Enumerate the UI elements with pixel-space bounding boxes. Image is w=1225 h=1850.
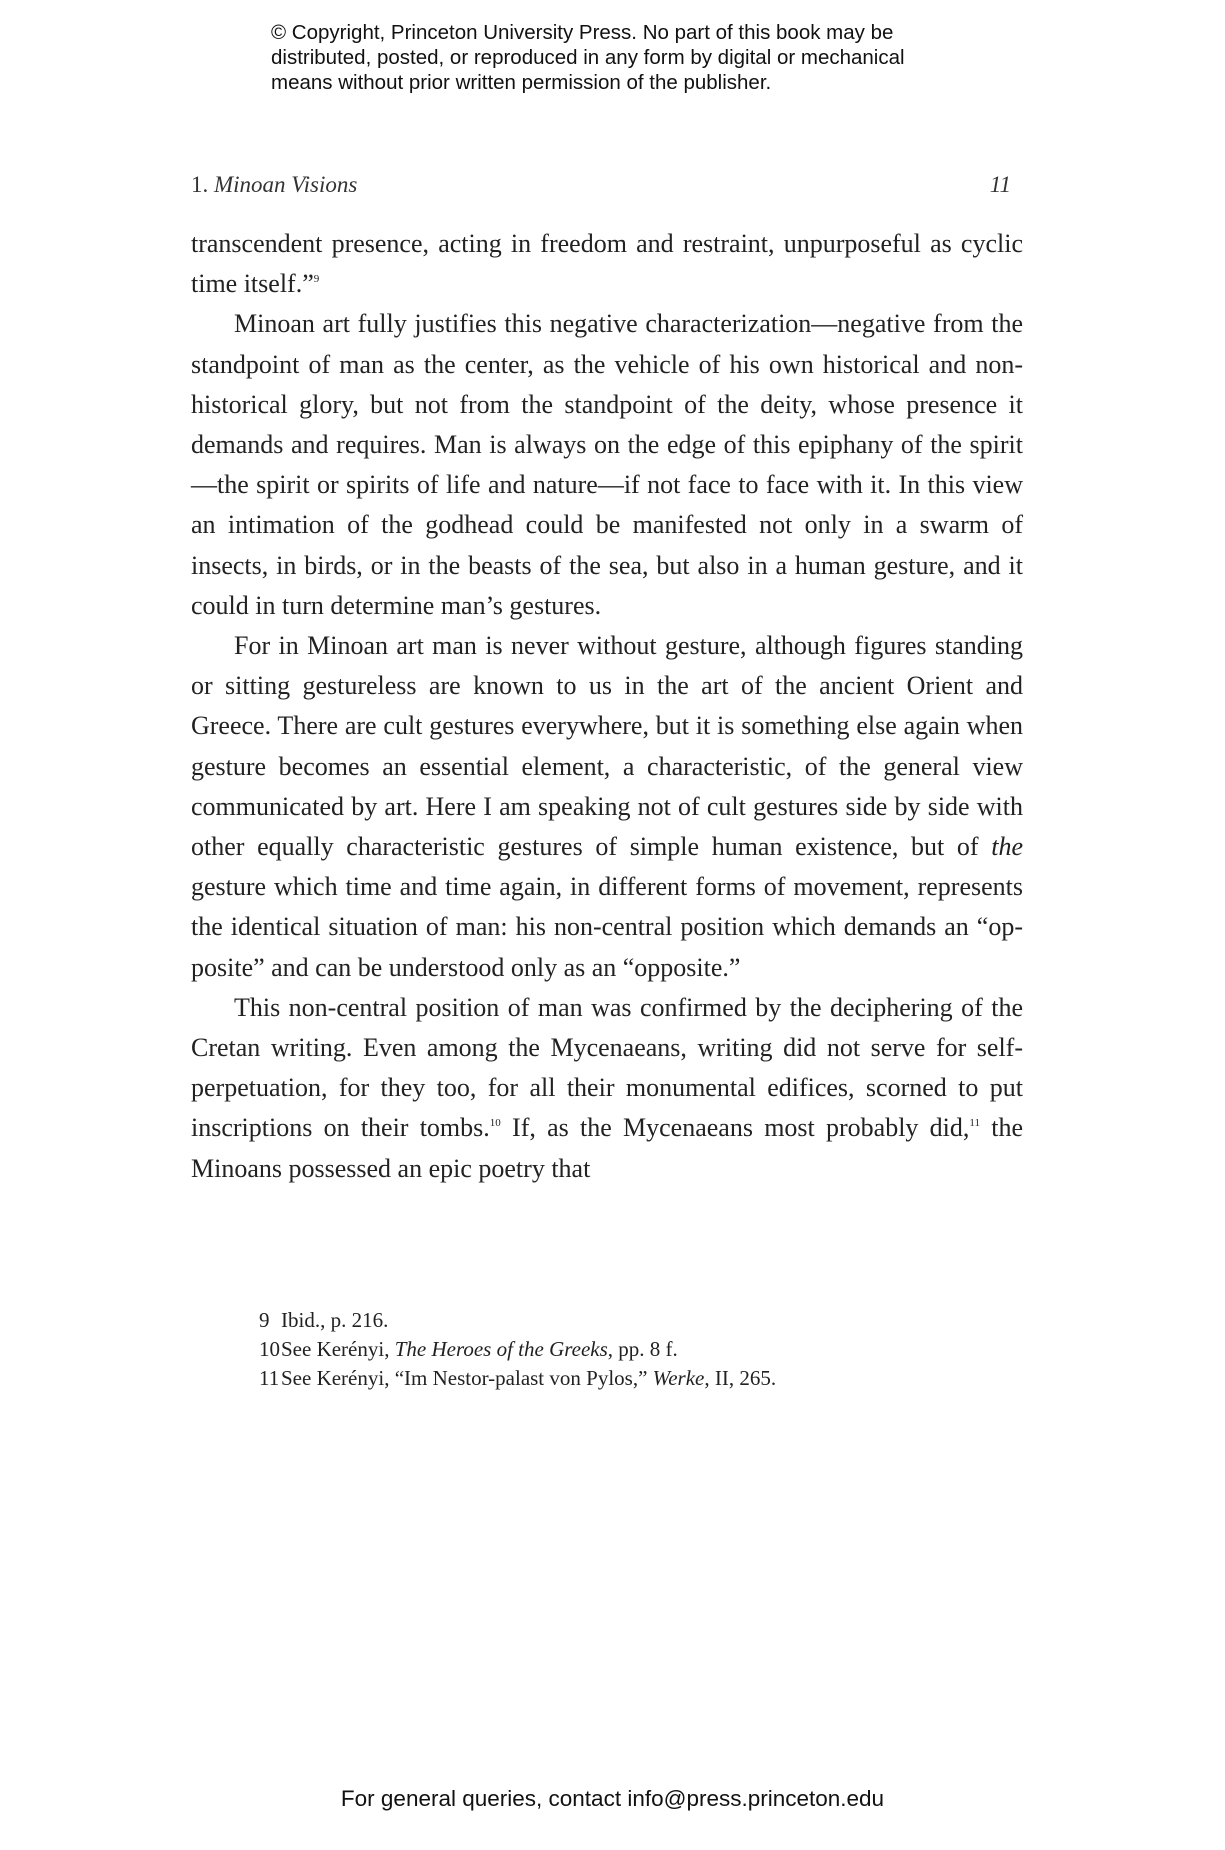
footnote-10 <box>191 1335 1023 1364</box>
paragraph-4-text-c: the Minoans possessed an epic poetry that <box>191 1113 1024 1183</box>
footnote-book-title: Werke <box>652 1366 705 1390</box>
footnote-ref-9[interactable]: 9 <box>313 273 320 286</box>
copyright-line-2: distributed, posted, or reproduced in any form by digital or mechanical <box>271 46 905 69</box>
footnote-text: See Kerényi, “Im Nestor-palast von Pylos,” <box>281 1366 653 1390</box>
paragraph-3 <box>191 626 1023 988</box>
footnote-text: See Kerényi, <box>281 1337 395 1361</box>
footnote-text: , II, 265. <box>704 1366 777 1390</box>
footnote-11 <box>191 1364 1023 1393</box>
footnotes <box>191 1306 1023 1393</box>
paragraph-2: Minoan art fully justifies this negative characterization—negative from the standpoint of man as the center, as the vehicle of his own historical and non-historical glory, but not from the standpoint of the deity, whose presence it demands and requires. Man is always on the edge of this epiphany of the spirit—the spirit or spirits of life and nature—if not face to face with it. In this view an intimation of the godhead could be manifested not only in a swarm of insects, in birds, or in the beasts of the sea, but also in a human gesture, and it could in turn determine man’s gestures. <box>191 309 1023 620</box>
footnote-number: 10 <box>259 1337 280 1361</box>
paragraph-3-text-a: For in Minoan art man is never without gesture, although figures standing or sitting gestureless are known to us in the art of the ancient Orient and Greece. There are cult gestures everywhere, but it is something else again when gesture becomes an essential element, a characteristic, of the general view communicated by art. Here I am speaking not of cult gestures side by side with other equally characteristic gestures of simple human existence, but of <box>191 631 1023 862</box>
page-number: 11 <box>989 172 1011 197</box>
footnote-text: Ibid., p. 216. <box>281 1308 389 1332</box>
paragraph-1-text: transcendent presence, acting in freedom and restraint, unpurposeful as cyclic time itself.” <box>191 229 1023 299</box>
paragraph-3-text-b: gesture which time and time again, in different forms of movement, represents the identical situation of man: his non-central position which demands an “opposite” and can be understood only as an “opposite.” <box>191 872 1023 982</box>
copyright-notice <box>271 20 1031 95</box>
footer-contact: For general queries, contact info@press.princeton.edu <box>340 1786 885 1811</box>
footnote-ref-10[interactable]: 10 <box>489 1117 501 1130</box>
copyright-line-3: means without prior written permission of the publisher. <box>271 71 772 94</box>
footnote-number: 11 <box>259 1366 280 1390</box>
footnote-number: 9 <box>259 1308 270 1332</box>
paragraph-3-emphasis: the <box>991 832 1024 862</box>
copyright-line-1: © Copyright, Princeton University Press. No part of this book may be <box>271 21 894 44</box>
footnote-text: , pp. 8 f. <box>607 1337 678 1361</box>
body-text <box>191 224 1023 1189</box>
running-head <box>191 172 1019 198</box>
chapter-number: 1. <box>191 172 209 197</box>
paragraph-4-text-a: This non-central position of man was confirmed by the deciphering of the Cretan writing. Even among the Mycenaeans, writing did not serve for self-perpetuation, for they too, for all their monumental edifices, scorned to put inscriptions on their tombs. <box>191 992 1023 1143</box>
paragraph-4-text-b: If, as the Mycenaeans most probably did, <box>512 1113 970 1143</box>
paragraph-1 <box>191 224 1023 304</box>
footnote-book-title: The Heroes of the Greeks <box>394 1337 608 1361</box>
paragraph-4 <box>191 988 1023 1189</box>
footnote-9 <box>191 1306 1023 1335</box>
chapter-title: Minoan Visions <box>214 172 358 197</box>
chapter-heading <box>191 172 357 197</box>
footnote-ref-11[interactable]: 11 <box>969 1117 980 1130</box>
